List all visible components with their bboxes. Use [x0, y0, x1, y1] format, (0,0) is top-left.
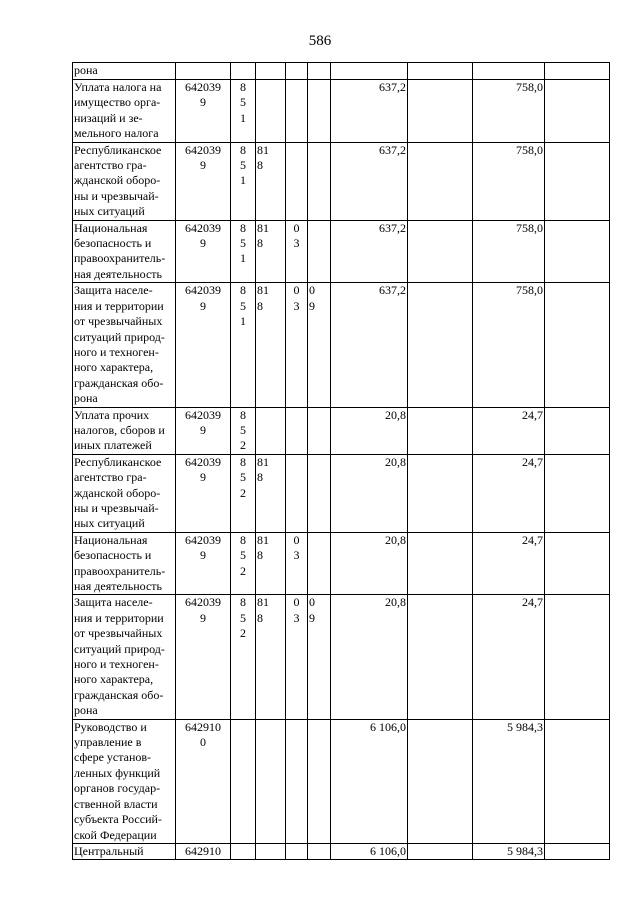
amount-year2-cell: 24,7: [473, 454, 545, 532]
target-code-cell: 642039 9: [176, 283, 231, 407]
subsection-cell: [308, 532, 331, 595]
expense-type-cell: [231, 63, 256, 80]
subsection-cell: [308, 843, 331, 859]
amount-year2-cell: 24,7: [473, 407, 545, 454]
row-name-cell: Защита населе- ния и территории от чрезвычайных ситуаций природ- ного и техноген- ного характера, гражданская обо- рона: [73, 283, 176, 407]
target-code-cell: [176, 63, 231, 80]
amount-year1-cell: 20,8: [331, 454, 408, 532]
section-cell: [286, 843, 308, 859]
empty-cell: [408, 407, 473, 454]
expense-type-cell: [231, 843, 256, 859]
table-row: [73, 407, 610, 454]
target-code-cell: 642910 0: [176, 719, 231, 843]
subsection-cell: 0 9: [308, 283, 331, 407]
table-row: [73, 454, 610, 532]
row-name-cell: Руководство и управление в сфере установ- ленных функций органов государ- ственной власти субъекта Россий- ской Федерации: [73, 719, 176, 843]
table-row: [73, 843, 610, 859]
empty-cell: [408, 843, 473, 859]
row-name-cell: Уплата прочих налогов, сборов и иных платежей: [73, 407, 176, 454]
target-code-cell: 642039 9: [176, 454, 231, 532]
ministry-code-cell: [256, 63, 286, 80]
ministry-code-cell: 81 8: [256, 532, 286, 595]
empty-cell: [545, 283, 610, 407]
amount-year1-cell: 637,2: [331, 80, 408, 143]
empty-cell: [545, 80, 610, 143]
ministry-code-cell: [256, 843, 286, 859]
subsection-cell: [308, 80, 331, 143]
subsection-cell: 0 9: [308, 595, 331, 719]
empty-cell: [408, 80, 473, 143]
amount-year1-cell: 20,8: [331, 595, 408, 719]
empty-cell: [545, 595, 610, 719]
section-cell: 0 3: [286, 595, 308, 719]
empty-cell: [408, 142, 473, 220]
amount-year1-cell: 6 106,0: [331, 719, 408, 843]
table-row: [73, 63, 610, 80]
subsection-cell: [308, 63, 331, 80]
amount-year2-cell: [473, 63, 545, 80]
ministry-code-cell: [256, 719, 286, 843]
target-code-cell: 642910: [176, 843, 231, 859]
table-row: [73, 595, 610, 719]
section-cell: [286, 407, 308, 454]
subsection-cell: [308, 719, 331, 843]
amount-year2-cell: 758,0: [473, 80, 545, 143]
table-row: [73, 220, 610, 283]
amount-year2-cell: 24,7: [473, 532, 545, 595]
page-number: 586: [308, 33, 332, 49]
table-row: [73, 283, 610, 407]
ministry-code-cell: 81 8: [256, 283, 286, 407]
empty-cell: [408, 532, 473, 595]
section-cell: 0 3: [286, 283, 308, 407]
expense-type-cell: 8 5 1: [231, 283, 256, 407]
table-row: [73, 142, 610, 220]
empty-cell: [408, 220, 473, 283]
expense-type-cell: 8 5 2: [231, 532, 256, 595]
amount-year1-cell: 20,8: [331, 407, 408, 454]
expense-type-cell: 8 5 1: [231, 220, 256, 283]
empty-cell: [545, 843, 610, 859]
empty-cell: [408, 595, 473, 719]
budget-table: [72, 62, 610, 860]
amount-year1-cell: 637,2: [331, 142, 408, 220]
section-cell: 0 3: [286, 220, 308, 283]
expense-type-cell: 8 5 1: [231, 142, 256, 220]
row-name-cell: Республиканское агентство гра- жданской оборо- ны и чрезвычай- ных ситуаций: [73, 142, 176, 220]
target-code-cell: 642039 9: [176, 532, 231, 595]
amount-year2-cell: 758,0: [473, 220, 545, 283]
target-code-cell: 642039 9: [176, 407, 231, 454]
row-name-cell: Уплата налога на имущество орга- низаций и зе- мельного налога: [73, 80, 176, 143]
empty-cell: [545, 719, 610, 843]
ministry-code-cell: 81 8: [256, 220, 286, 283]
target-code-cell: 642039 9: [176, 80, 231, 143]
empty-cell: [545, 407, 610, 454]
section-cell: [286, 142, 308, 220]
table-row: [73, 80, 610, 143]
ministry-code-cell: [256, 407, 286, 454]
table-row: [73, 532, 610, 595]
empty-cell: [545, 454, 610, 532]
expense-type-cell: 8 5 1: [231, 80, 256, 143]
empty-cell: [408, 283, 473, 407]
amount-year2-cell: 5 984,3: [473, 843, 545, 859]
empty-cell: [408, 63, 473, 80]
target-code-cell: 642039 9: [176, 142, 231, 220]
row-name-cell: рона: [73, 63, 176, 80]
row-name-cell: Национальная безопасность и правоохранитель- ная деятельность: [73, 220, 176, 283]
subsection-cell: [308, 142, 331, 220]
ministry-code-cell: [256, 80, 286, 143]
amount-year2-cell: 5 984,3: [473, 719, 545, 843]
amount-year2-cell: 758,0: [473, 142, 545, 220]
amount-year2-cell: 24,7: [473, 595, 545, 719]
empty-cell: [545, 220, 610, 283]
empty-cell: [408, 454, 473, 532]
target-code-cell: 642039 9: [176, 220, 231, 283]
section-cell: [286, 80, 308, 143]
empty-cell: [545, 142, 610, 220]
subsection-cell: [308, 220, 331, 283]
section-cell: [286, 719, 308, 843]
row-name-cell: Центральный: [73, 843, 176, 859]
amount-year1-cell: 637,2: [331, 220, 408, 283]
amount-year1-cell: [331, 63, 408, 80]
section-cell: 0 3: [286, 532, 308, 595]
target-code-cell: 642039 9: [176, 595, 231, 719]
empty-cell: [408, 719, 473, 843]
expense-type-cell: 8 5 2: [231, 407, 256, 454]
amount-year1-cell: 6 106,0: [331, 843, 408, 859]
amount-year1-cell: 20,8: [331, 532, 408, 595]
section-cell: [286, 454, 308, 532]
expense-type-cell: 8 5 2: [231, 454, 256, 532]
amount-year2-cell: 758,0: [473, 283, 545, 407]
amount-year1-cell: 637,2: [331, 283, 408, 407]
section-cell: [286, 63, 308, 80]
expense-type-cell: [231, 719, 256, 843]
row-name-cell: Республиканское агентство гра- жданской оборо- ны и чрезвычай- ных ситуаций: [73, 454, 176, 532]
row-name-cell: Национальная безопасность и правоохранитель- ная деятельность: [73, 532, 176, 595]
empty-cell: [545, 532, 610, 595]
empty-cell: [545, 63, 610, 80]
subsection-cell: [308, 454, 331, 532]
ministry-code-cell: 81 8: [256, 142, 286, 220]
row-name-cell: Защита населе- ния и территории от чрезвычайных ситуаций природ- ного и техноген- ного характера, гражданская обо- рона: [73, 595, 176, 719]
ministry-code-cell: 81 8: [256, 454, 286, 532]
table-row: [73, 719, 610, 843]
subsection-cell: [308, 407, 331, 454]
ministry-code-cell: 81 8: [256, 595, 286, 719]
expense-type-cell: 8 5 2: [231, 595, 256, 719]
